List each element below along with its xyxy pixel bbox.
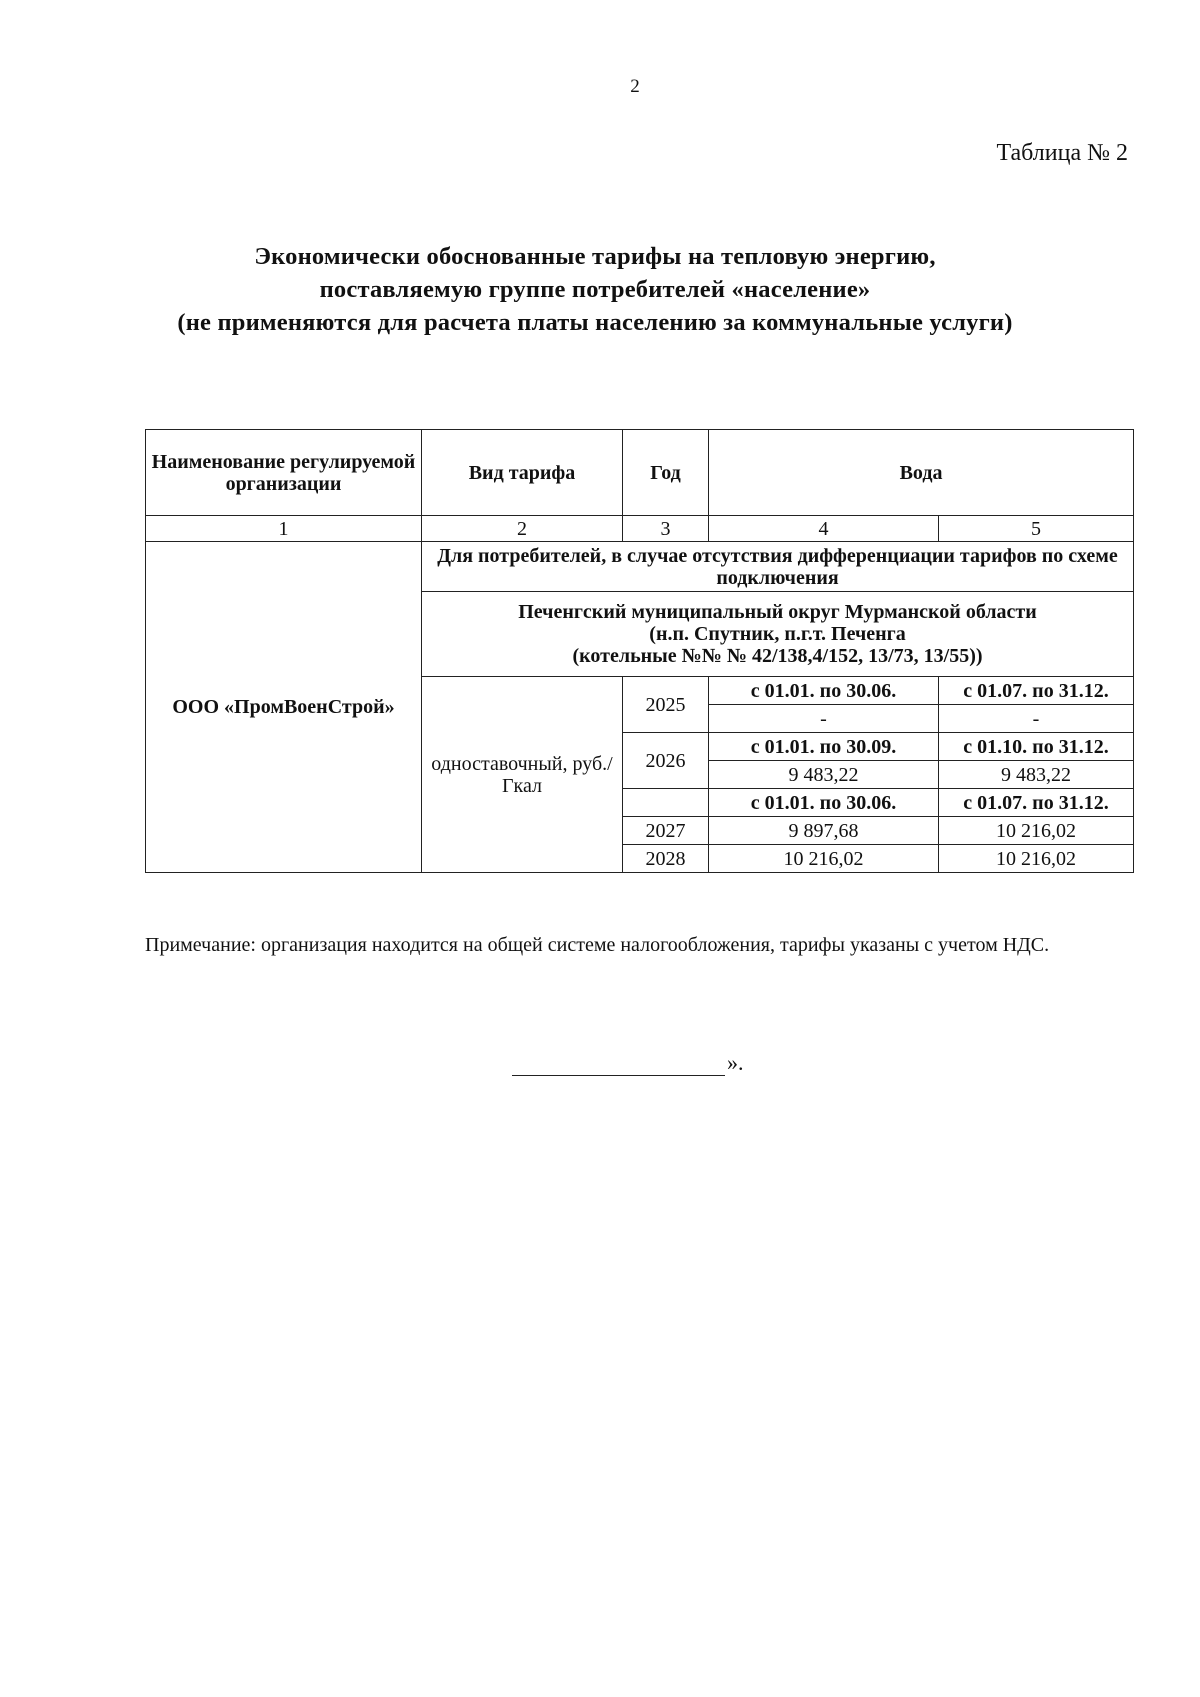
value-cell: 10 216,02 xyxy=(939,817,1134,845)
value-cell: 10 216,02 xyxy=(939,845,1134,873)
closing-mark xyxy=(512,1050,744,1076)
value-cell: 9 897,68 xyxy=(709,817,939,845)
header-row xyxy=(146,430,1134,516)
column-number: 2 xyxy=(422,516,623,542)
location-line: (н.п. Спутник, п.г.т. Печенга xyxy=(649,623,906,645)
period-label: с 01.07. по 31.12. xyxy=(939,677,1134,705)
period-label: с 01.10. по 31.12. xyxy=(939,733,1134,761)
value-cell: - xyxy=(709,705,939,733)
document-title xyxy=(60,240,1130,339)
header-water: Вода xyxy=(709,430,1134,516)
year-cell-empty xyxy=(623,789,709,817)
column-number: 3 xyxy=(623,516,709,542)
location-line: Печенгский муниципальный округ Мурманской области xyxy=(518,601,1037,623)
title-line-2: поставляемую группе потребителей «население» xyxy=(319,276,871,303)
value-cell: 9 483,22 xyxy=(939,761,1134,789)
header-year: Год xyxy=(623,430,709,516)
column-number: 1 xyxy=(146,516,422,542)
closing-quote: ». xyxy=(727,1050,744,1075)
tariff-type-value: одноставочный, руб./Гкал xyxy=(422,677,623,873)
column-number: 5 xyxy=(939,516,1134,542)
location-line: (котельные №№ № 42/138,4/152, 13/73, 13/55)) xyxy=(572,645,983,667)
period-label: с 01.07. по 31.12. xyxy=(939,789,1134,817)
value-cell: 9 483,22 xyxy=(709,761,939,789)
page-number: 2 xyxy=(630,76,640,97)
table-note: Примечание: организация находится на общей системе налогообложения, тарифы указаны с учетом НДС. xyxy=(145,934,1050,956)
value-cell: 10 216,02 xyxy=(709,845,939,873)
title-line-1: Экономически обоснованные тарифы на тепловую энергию, xyxy=(254,243,936,270)
organization-name: ООО «ПромВоенСтрой» xyxy=(146,542,422,873)
location-heading xyxy=(422,592,1134,677)
header-tariff-type: Вид тарифа xyxy=(422,430,623,516)
group-heading: Для потребителей, в случае отсутствия дифференциации тарифов по схеме подключения xyxy=(422,542,1134,592)
year-cell: 2026 xyxy=(623,733,709,789)
tariff-table xyxy=(145,429,1134,873)
column-number-row xyxy=(146,516,1134,542)
signature-line xyxy=(512,1055,725,1076)
title-line-3: (не применяются для расчета платы населению за коммунальные услуги) xyxy=(177,309,1013,336)
column-number: 4 xyxy=(709,516,939,542)
table-caption: Таблица № 2 xyxy=(996,140,1128,166)
period-label: с 01.01. по 30.09. xyxy=(709,733,939,761)
header-org: Наименование регулируемой организации xyxy=(146,430,422,516)
period-label: с 01.01. по 30.06. xyxy=(709,789,939,817)
year-cell: 2025 xyxy=(623,677,709,733)
group-heading-row xyxy=(146,542,1134,592)
year-cell: 2027 xyxy=(623,817,709,845)
year-cell: 2028 xyxy=(623,845,709,873)
value-cell: - xyxy=(939,705,1134,733)
period-label: с 01.01. по 30.06. xyxy=(709,677,939,705)
